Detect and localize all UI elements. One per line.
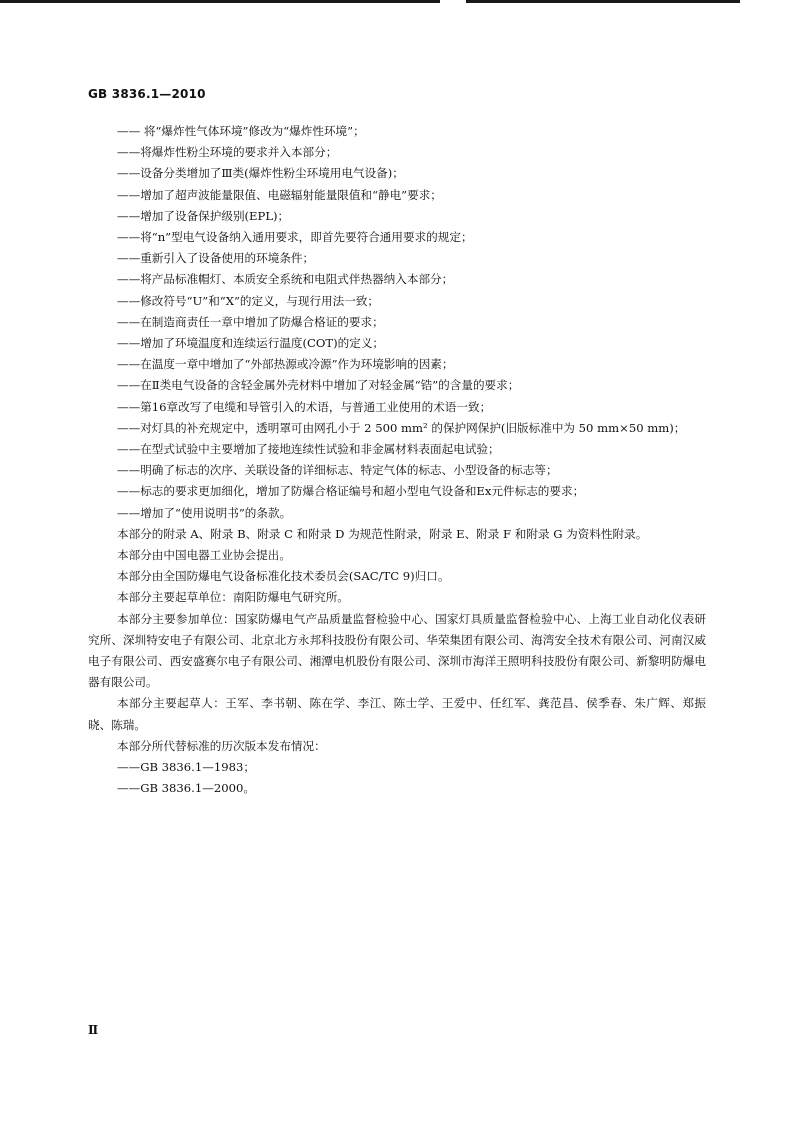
change-item: ——将爆炸性粉尘环境的要求并入本部分； <box>117 145 338 160</box>
change-item: ——在温度一章中增加了“外部热源或冷源”作为环境影响的因素； <box>117 357 454 372</box>
change-item: ——标志的要求更加细化，增加了防爆合格证编号和超小型电气设备和Ex元件标志的要求； <box>117 484 585 499</box>
drafters-paragraph: 本部分主要起草人：王军、李书朝、陈在学、李江、陈士学、王爱中、任红军、龚范昌、侯季春、朱广辉、郑振晓、陈瑞。 <box>88 696 706 732</box>
header-rule-right <box>466 0 740 3</box>
proposed-by-paragraph: 本部分由中国电器工业协会提出。 <box>117 548 291 563</box>
jurisdiction-paragraph: 本部分由全国防爆电气设备标准化技术委员会(SAC/TC 9)归口。 <box>117 569 450 584</box>
change-item: ——将产品标准帽灯、本质安全系统和电阻式伴热器纳入本部分； <box>117 272 454 287</box>
page-content <box>88 121 706 800</box>
annexes-paragraph: 本部分的附录 A、附录 B、附录 C 和附录 D 为规范性附录，附录 E、附录 F 和附录 G 为资料性附录。 <box>117 526 648 541</box>
history-intro-paragraph: 本部分所代替标准的历次版本发布情况： <box>117 738 326 753</box>
change-item: ——重新引入了设备使用的环境条件； <box>117 251 315 266</box>
change-item: ——将“n”型电气设备纳入通用要求，即首先要符合通用要求的规定； <box>117 230 473 245</box>
change-item: ——增加了设备保护级别(EPL)； <box>117 208 290 223</box>
change-item: ——增加了超声波能量限值、电磁辐射能量限值和“静电”要求； <box>117 187 442 202</box>
change-item: ——对灯具的补充规定中，透明罩可由网孔小于 2 500 mm² 的保护网保护(旧版标准中为 50 mm×50 mm)； <box>117 420 686 435</box>
header-rule-left <box>0 0 440 3</box>
page-number: Ⅱ <box>88 1023 99 1037</box>
history-item: ——GB 3836.1—2000。 <box>117 781 255 796</box>
change-item: ——修改符号“U”和“X”的定义，与现行用法一致； <box>117 293 380 308</box>
change-item: ——在型式试验中主要增加了接地连续性试验和非金属材料表面起电试验； <box>117 442 500 457</box>
participating-units-paragraph: 本部分主要参加单位：国家防爆电气产品质量监督检验中心、国家灯具质量监督检验中心、上海工业自动化仪表研究所、深圳特安电子有限公司、北京北方永邦科技股份有限公司、华荣集团有限公司、海湾安全技术有限公司、河南汉威电子有限公司、西安盛赛尔电子有限公司、湘潭电机股份有限公司、深圳市海洋王照明科技股份有限公司、新黎明防爆电器有限公司。 <box>88 611 706 690</box>
drafting-unit-paragraph: 本部分主要起草单位：南阳防爆电气研究所。 <box>117 590 349 605</box>
history-item: ——GB 3836.1—1983； <box>117 760 255 775</box>
changes-list <box>88 121 706 524</box>
standard-code: GB 3836.1—2010 <box>88 87 206 101</box>
change-item: ——第16章改写了电缆和导管引入的术语，与普通工业使用的术语一致； <box>117 399 492 414</box>
change-item: ——在Ⅱ类电气设备的含轻金属外壳材料中增加了对轻金属“锆”的含量的要求； <box>117 378 520 393</box>
change-item: ——明确了标志的次序、关联设备的详细标志、特定气体的标志、小型设备的标志等； <box>117 463 558 478</box>
change-item: ——在制造商责任一章中增加了防爆合格证的要求； <box>117 314 384 329</box>
change-item: ——增加了“使用说明书”的条款。 <box>117 505 292 520</box>
change-item: ——设备分类增加了Ⅲ类(爆炸性粉尘环境用电气设备)； <box>117 166 404 181</box>
change-item: —— 将“爆炸性气体环境”修改为“爆炸性环境”； <box>117 124 365 138</box>
history-list <box>88 757 706 799</box>
change-item: ——增加了环境温度和连续运行温度(COT)的定义； <box>117 336 385 351</box>
